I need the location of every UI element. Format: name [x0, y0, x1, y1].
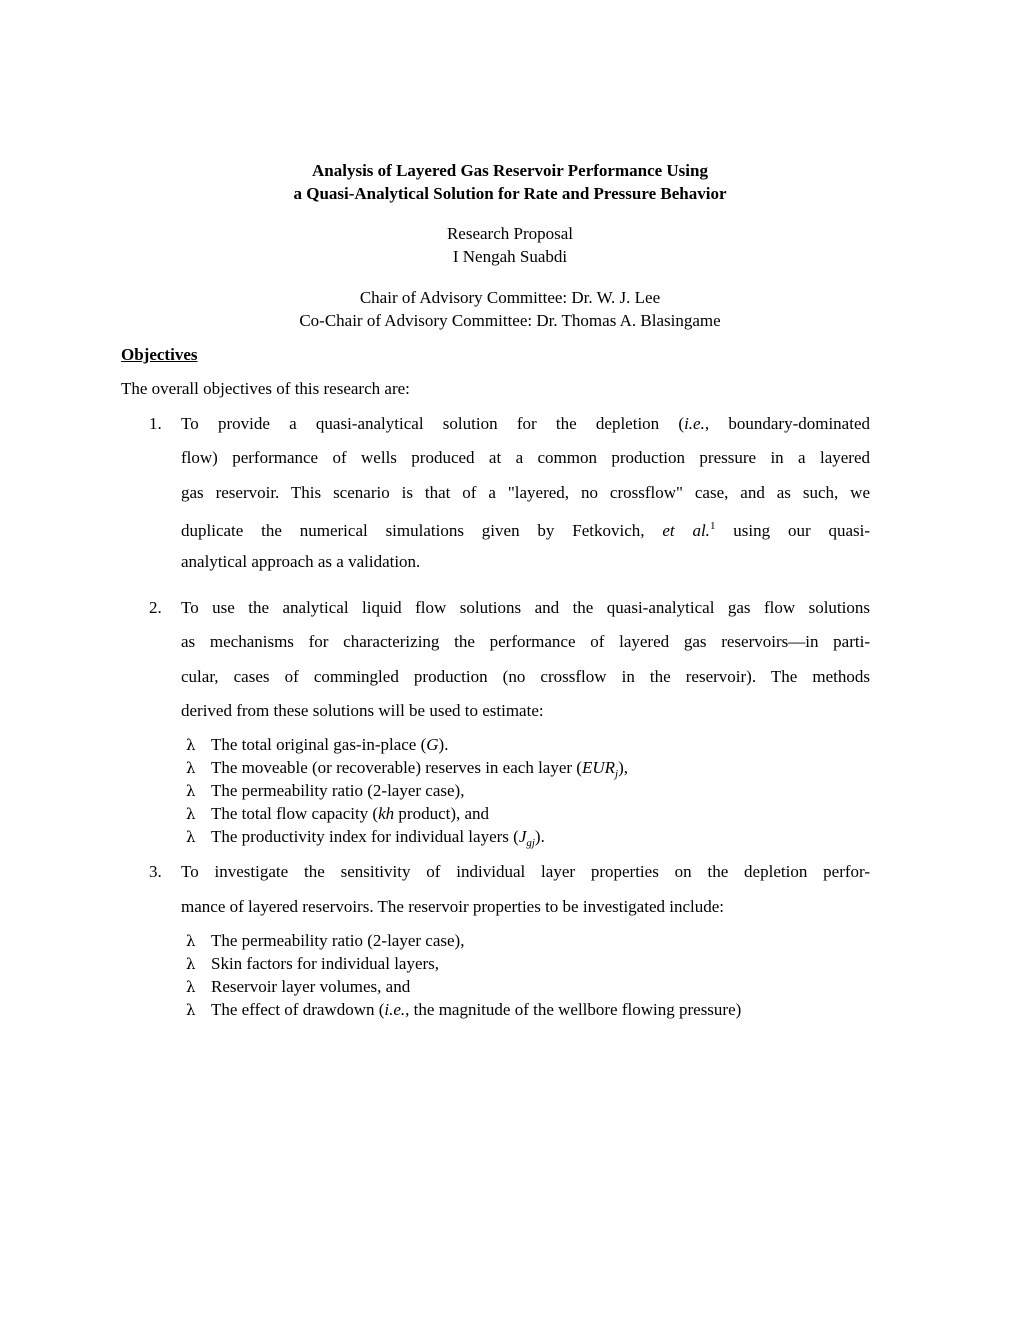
variable: J [518, 827, 527, 846]
text-run: ). [534, 827, 545, 846]
text-run: , the magnitude of the wellbore flowing pressure) [405, 1000, 742, 1019]
lambda-bullet-icon: λ [186, 1001, 196, 1019]
text-line: mance of layered reservoirs. The reservoir properties to be investigated include: [181, 897, 725, 916]
variable: G [426, 735, 439, 754]
document-type: Research Proposal [446, 224, 574, 243]
text-run: ). [438, 735, 449, 754]
section-heading: Objectives [121, 345, 198, 364]
text-run: The permeability ratio (2-layer case), [211, 931, 465, 950]
lambda-bullet-icon: λ [186, 955, 196, 973]
text-line: as mechanisms for characterizing the performance of layered gas reservoirs—in parti- [181, 632, 870, 651]
lambda-bullet-icon: λ [186, 782, 196, 800]
bullet-item [186, 779, 464, 803]
text-run: Skin factors for individual layers, [211, 954, 440, 973]
bullet-item [186, 802, 489, 826]
text-line: gas reservoir. This scenario is that of a "layered, no crossflow" case, and as such, we [181, 483, 870, 502]
author-name: I Nengah Suabdi [452, 247, 568, 266]
objective-number: 2. [149, 598, 162, 617]
text-run: duplicate the numerical simulations given by Fetkovich, [181, 521, 645, 540]
text-run: The total flow capacity ( [211, 804, 379, 823]
variable: EUR [581, 758, 616, 777]
section-intro: The overall objectives of this research are: [121, 379, 410, 398]
variable: kh [378, 804, 395, 823]
text-line: cular, cases of commingled production (no crossflow in the reservoir). The methods [181, 667, 870, 686]
text-run: The total original gas-in-place ( [211, 735, 427, 754]
text-line [181, 412, 870, 435]
text-run: Reservoir layer volumes, and [211, 977, 411, 996]
variable-subscript: gj [526, 837, 535, 849]
bullet-item [186, 998, 741, 1022]
text-run: ), [618, 758, 628, 777]
objective-number: 1. [149, 414, 162, 433]
text-run: , boundary-dominated [704, 414, 870, 433]
text-run-italic: i.e. [684, 414, 705, 433]
bullet-item [186, 975, 410, 999]
text-line: To investigate the sensitivity of individual layer properties on the depletion perfor- [181, 862, 870, 881]
bullet-item [186, 733, 448, 757]
lambda-bullet-icon: λ [186, 828, 196, 846]
text-run-italic: et al. [662, 521, 710, 540]
text-line: derived from these solutions will be used to estimate: [181, 701, 544, 720]
lambda-bullet-icon: λ [186, 759, 196, 777]
text-line [181, 515, 870, 542]
objective-number: 3. [149, 862, 162, 881]
lambda-bullet-icon: λ [186, 805, 196, 823]
text-run: The moveable (or recoverable) reserves in each layer ( [211, 758, 582, 777]
text-line: analytical approach as a validation. [181, 552, 421, 571]
text-run-italic: i.e. [384, 1000, 406, 1019]
text-run: The permeability ratio (2-layer case), [211, 781, 465, 800]
bullet-item [186, 952, 439, 976]
text-run: product), and [394, 804, 490, 823]
bullet-item [186, 825, 545, 855]
committee-cochair: Co-Chair of Advisory Committee: Dr. Thomas A. Blasingame [299, 311, 721, 330]
text-line: To use the analytical liquid flow solutions and the quasi-analytical gas flow solutions [181, 598, 870, 617]
text-line: flow) performance of wells produced at a common production pressure in a layered [181, 448, 870, 467]
text-run: using our quasi- [733, 521, 871, 540]
reference-superscript: 1 [709, 520, 716, 532]
committee-chair: Chair of Advisory Committee: Dr. W. J. Lee [359, 288, 661, 307]
text-run: The productivity index for individual layers ( [211, 827, 519, 846]
lambda-bullet-icon: λ [186, 978, 196, 996]
text-run: The effect of drawdown ( [211, 1000, 385, 1019]
variable-subscript: j [615, 768, 619, 780]
lambda-bullet-icon: λ [186, 736, 196, 754]
title-line-2: a Quasi-Analytical Solution for Rate and Pressure Behavior [293, 184, 727, 203]
title-line-1: Analysis of Layered Gas Reservoir Performance Using [312, 161, 708, 180]
bullet-item [186, 929, 464, 953]
text-run: To provide a quasi-analytical solution for the depletion ( [181, 414, 685, 433]
lambda-bullet-icon: λ [186, 932, 196, 950]
